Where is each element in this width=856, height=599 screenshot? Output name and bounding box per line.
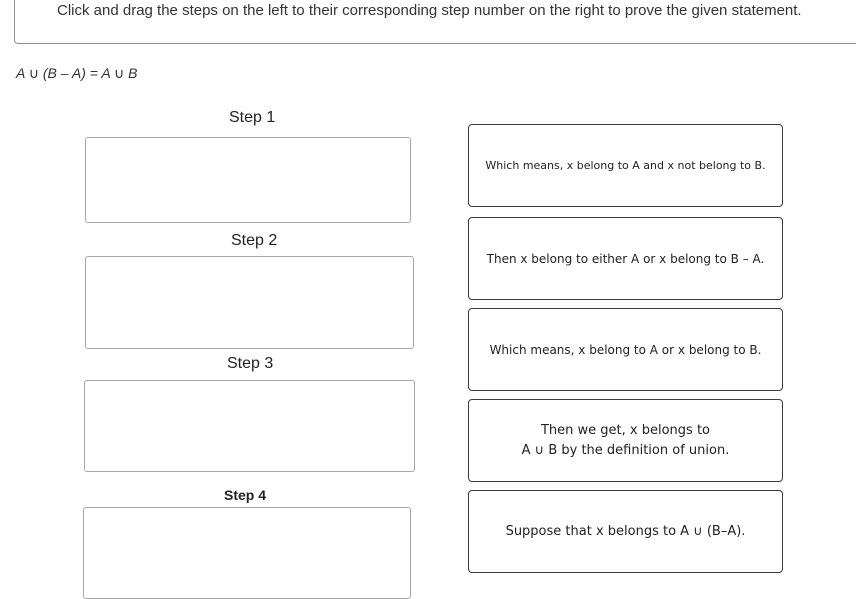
step-3-drop-zone[interactable] — [84, 380, 415, 472]
instruction-text: Click and drag the steps on the left to their corresponding step number on the right to prove the given statement. — [57, 2, 802, 19]
step-2-label: Step 2 — [231, 232, 278, 249]
draggable-step-card[interactable] — [468, 308, 783, 391]
draggable-step-card[interactable] — [468, 124, 783, 207]
card-text-line-2: A ∪ B by the definition of union. — [521, 442, 730, 458]
statement-to-prove: A ∪ (B – A) = A ∪ B — [16, 65, 138, 81]
step-3-label: Step 3 — [227, 355, 274, 372]
card-text: Which means, x belong to A or x belong to B. — [489, 342, 762, 357]
card-text-line-1: Then we get, x belongs to — [540, 422, 710, 438]
draggable-step-card[interactable] — [468, 217, 783, 300]
card-text: Then x belong to either A or x belong to B – A. — [486, 251, 765, 266]
step-4-label: Step 4 — [224, 487, 267, 503]
step-1-label: Step 1 — [229, 109, 276, 126]
draggable-step-card[interactable] — [468, 399, 783, 482]
draggable-step-card[interactable] — [468, 490, 783, 573]
step-1-drop-zone[interactable] — [85, 137, 411, 223]
card-text: Which means, x belong to A and x not belong to B. — [485, 159, 766, 172]
step-2-drop-zone[interactable] — [85, 256, 414, 349]
card-text: Suppose that x belongs to A ∪ (B–A). — [505, 523, 746, 539]
step-4-drop-zone[interactable] — [83, 507, 411, 599]
